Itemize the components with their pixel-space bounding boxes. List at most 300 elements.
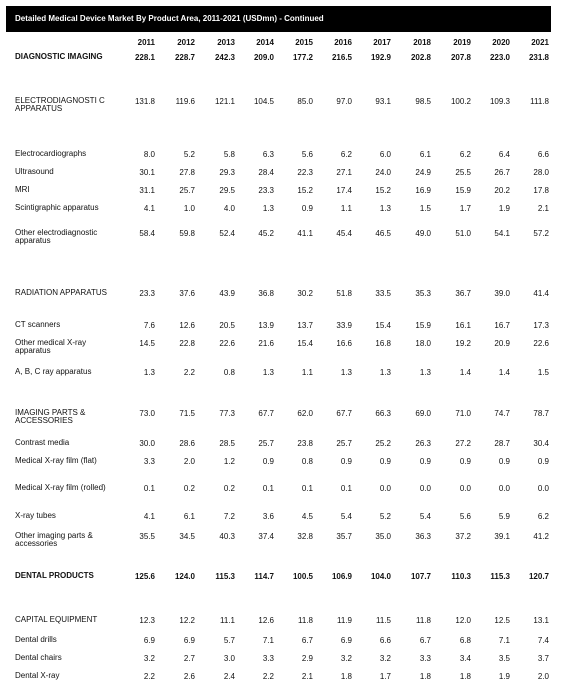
value-cell: 12.6 (179, 321, 195, 330)
value-cell: 1.8 (340, 672, 352, 681)
value-cell: 51.0 (455, 229, 471, 238)
value-cell: 2.1 (537, 204, 549, 213)
value-cell: 6.9 (340, 636, 352, 645)
row-label: RADIATION APPARATUS (15, 289, 108, 297)
value-cell: 31.1 (139, 186, 155, 195)
value-cell: 6.2 (459, 150, 471, 159)
value-cell: 23.3 (139, 289, 155, 298)
row-label: Ultrasound (15, 168, 54, 176)
value-cell: 6.2 (340, 150, 352, 159)
value-cell: 2.2 (262, 672, 274, 681)
value-cell: 5.4 (419, 512, 431, 521)
row-label: DIAGNOSTIC IMAGING (15, 53, 103, 61)
value-cell: 22.6 (533, 339, 549, 348)
value-cell: 16.7 (494, 321, 510, 330)
value-cell: 35.5 (139, 532, 155, 541)
value-cell: 1.4 (459, 368, 471, 377)
value-cell: 11.9 (337, 616, 352, 625)
value-cell: 0.0 (459, 484, 471, 493)
table-row (6, 616, 554, 636)
table-row (6, 439, 554, 457)
value-cell: 119.6 (175, 97, 195, 106)
row-label: Dental chairs (15, 654, 62, 662)
value-cell: 30.2 (297, 289, 313, 298)
value-cell: 1.5 (419, 204, 431, 213)
value-cell: 0.9 (537, 457, 549, 466)
value-cell: 34.5 (179, 532, 195, 541)
year-header: 2018 (413, 38, 431, 47)
value-cell: 16.8 (375, 339, 391, 348)
value-cell: 1.1 (301, 368, 313, 377)
value-cell: 17.3 (533, 321, 549, 330)
value-cell: 0.1 (340, 484, 352, 493)
value-cell: 2.0 (537, 672, 549, 681)
table-row (6, 186, 554, 204)
table-row (6, 654, 554, 672)
value-cell: 1.3 (262, 204, 274, 213)
value-cell: 12.0 (455, 616, 471, 625)
value-cell: 5.6 (459, 512, 471, 521)
value-cell: 57.2 (533, 229, 549, 238)
value-cell: 36.7 (455, 289, 471, 298)
row-label: Other medical X-ray apparatus (15, 339, 87, 355)
value-cell: 17.8 (533, 186, 549, 195)
value-cell: 20.5 (219, 321, 235, 330)
value-cell: 13.1 (533, 616, 549, 625)
value-cell: 5.9 (498, 512, 510, 521)
value-cell: 15.9 (455, 186, 471, 195)
value-cell: 11.1 (220, 616, 235, 625)
value-cell: 4.1 (143, 512, 155, 521)
value-cell: 104.0 (370, 572, 391, 581)
value-cell: 3.4 (459, 654, 471, 663)
value-cell: 15.4 (297, 339, 313, 348)
value-cell: 3.2 (143, 654, 155, 663)
row-label: IMAGING PARTS & ACCESSORIES (15, 409, 86, 425)
year-header: 2019 (453, 38, 471, 47)
value-cell: 1.0 (183, 204, 195, 213)
value-cell: 25.7 (258, 439, 274, 448)
row-label: Other electrodiagnostic apparatus (15, 229, 98, 245)
value-cell: 23.3 (258, 186, 274, 195)
value-cell: 120.7 (528, 572, 549, 581)
value-cell: 216.5 (331, 53, 352, 62)
value-cell: 67.7 (258, 409, 274, 418)
value-cell: 93.1 (375, 97, 391, 106)
year-header: 2016 (334, 38, 352, 47)
value-cell: 3.0 (223, 654, 235, 663)
value-cell: 28.4 (258, 168, 274, 177)
value-cell: 14.5 (139, 339, 155, 348)
value-cell: 1.5 (537, 368, 549, 377)
value-cell: 16.9 (415, 186, 431, 195)
value-cell: 1.3 (379, 368, 391, 377)
value-cell: 3.3 (262, 654, 274, 663)
value-cell: 7.6 (143, 321, 155, 330)
value-cell: 207.8 (450, 53, 471, 62)
value-cell: 0.0 (379, 484, 391, 493)
value-cell: 0.9 (419, 457, 431, 466)
value-cell: 114.7 (254, 572, 274, 581)
value-cell: 15.2 (297, 186, 313, 195)
value-cell: 1.8 (419, 672, 431, 681)
value-cell: 23.8 (297, 439, 313, 448)
value-cell: 100.2 (450, 97, 471, 106)
value-cell: 231.8 (528, 53, 549, 62)
value-cell: 0.0 (498, 484, 510, 493)
value-cell: 30.0 (139, 439, 155, 448)
table-body (6, 53, 554, 690)
value-cell: 18.0 (415, 339, 431, 348)
value-cell: 100.5 (292, 572, 313, 581)
value-cell: 228.1 (134, 53, 155, 62)
value-cell: 228.7 (174, 53, 195, 62)
value-cell: 8.0 (143, 150, 155, 159)
value-cell: 1.7 (459, 204, 471, 213)
value-cell: 12.5 (494, 616, 510, 625)
value-cell: 43.9 (219, 289, 235, 298)
value-cell: 0.8 (301, 457, 313, 466)
value-cell: 71.0 (455, 409, 471, 418)
value-cell: 1.8 (459, 672, 471, 681)
value-cell: 22.3 (297, 168, 313, 177)
value-cell: 20.2 (494, 186, 510, 195)
table-row (6, 53, 554, 97)
value-cell: 1.1 (340, 204, 352, 213)
value-cell: 0.9 (301, 204, 313, 213)
value-cell: 26.3 (415, 439, 431, 448)
value-cell: 6.9 (183, 636, 195, 645)
value-cell: 41.1 (297, 229, 313, 238)
value-cell: 37.2 (455, 532, 471, 541)
value-cell: 11.8 (416, 616, 431, 625)
value-cell: 54.1 (494, 229, 510, 238)
value-cell: 15.2 (375, 186, 391, 195)
table-row (6, 204, 554, 229)
value-cell: 37.6 (179, 289, 195, 298)
value-cell: 6.1 (183, 512, 195, 521)
table-row (6, 289, 554, 321)
value-cell: 28.5 (219, 439, 235, 448)
value-cell: 6.1 (419, 150, 431, 159)
row-label: Medical X-ray film (flat) (15, 457, 97, 465)
value-cell: 2.1 (301, 672, 313, 681)
value-cell: 106.9 (331, 572, 352, 581)
row-label: Electrocardiographs (15, 150, 87, 158)
value-cell: 97.0 (336, 97, 352, 106)
value-cell: 2.6 (183, 672, 195, 681)
value-cell: 0.1 (301, 484, 313, 493)
value-cell: 209.0 (253, 53, 274, 62)
value-cell: 6.7 (419, 636, 431, 645)
year-header: 2017 (373, 38, 391, 47)
value-cell: 16.1 (455, 321, 471, 330)
value-cell: 28.7 (494, 439, 510, 448)
value-cell: 6.7 (301, 636, 313, 645)
year-header: 2015 (295, 38, 313, 47)
value-cell: 242.3 (214, 53, 235, 62)
value-cell: 22.6 (219, 339, 235, 348)
table-row (6, 368, 554, 409)
value-cell: 11.8 (298, 616, 313, 625)
value-cell: 32.8 (297, 532, 313, 541)
value-cell: 1.7 (379, 672, 391, 681)
value-cell: 1.4 (498, 368, 510, 377)
value-cell: 121.1 (214, 97, 235, 106)
value-cell: 5.2 (183, 150, 195, 159)
value-cell: 3.2 (379, 654, 391, 663)
value-cell: 6.8 (459, 636, 471, 645)
table-row (6, 409, 554, 439)
value-cell: 41.2 (533, 532, 549, 541)
value-cell: 1.2 (223, 457, 235, 466)
value-cell: 25.5 (455, 168, 471, 177)
table-row (6, 636, 554, 654)
value-cell: 29.5 (219, 186, 235, 195)
value-cell: 111.8 (530, 97, 549, 106)
value-cell: 27.1 (336, 168, 352, 177)
value-cell: 7.4 (537, 636, 549, 645)
value-cell: 131.8 (134, 97, 155, 106)
value-cell: 28.0 (533, 168, 549, 177)
value-cell: 45.4 (336, 229, 352, 238)
value-cell: 37.4 (258, 532, 274, 541)
value-cell: 71.5 (179, 409, 195, 418)
value-cell: 20.9 (494, 339, 510, 348)
value-cell: 36.8 (258, 289, 274, 298)
value-cell: 115.3 (215, 572, 235, 581)
value-cell: 177.2 (292, 53, 313, 62)
table-row (6, 150, 554, 168)
value-cell: 62.0 (297, 409, 313, 418)
value-cell: 1.3 (143, 368, 155, 377)
value-cell: 3.3 (143, 457, 155, 466)
value-cell: 0.0 (419, 484, 431, 493)
value-cell: 109.3 (489, 97, 510, 106)
value-cell: 45.2 (258, 229, 274, 238)
value-cell: 0.8 (223, 368, 235, 377)
value-cell: 0.9 (459, 457, 471, 466)
table-row (6, 457, 554, 484)
row-label: DENTAL PRODUCTS (15, 572, 94, 580)
value-cell: 12.6 (258, 616, 274, 625)
value-cell: 0.1 (262, 484, 274, 493)
value-cell: 30.4 (533, 439, 549, 448)
market-table (6, 34, 554, 690)
value-cell: 0.9 (340, 457, 352, 466)
value-cell: 46.5 (375, 229, 391, 238)
row-label: Dental X-ray (15, 672, 60, 680)
row-label: ELECTRODIAGNOSTI C APPARATUS (15, 97, 105, 113)
value-cell: 202.8 (410, 53, 431, 62)
value-cell: 1.9 (498, 204, 510, 213)
value-cell: 7.1 (498, 636, 510, 645)
value-cell: 30.1 (139, 168, 155, 177)
value-cell: 6.6 (537, 150, 549, 159)
value-cell: 25.7 (336, 439, 352, 448)
value-cell: 2.2 (183, 368, 195, 377)
value-cell: 5.7 (223, 636, 235, 645)
row-label: Other imaging parts & accessories (15, 532, 93, 548)
row-label: CT scanners (15, 321, 61, 329)
value-cell: 22.8 (179, 339, 195, 348)
value-cell: 58.4 (139, 229, 155, 238)
value-cell: 2.4 (223, 672, 235, 681)
value-cell: 0.2 (223, 484, 235, 493)
table-row (6, 672, 554, 690)
value-cell: 67.7 (336, 409, 352, 418)
value-cell: 1.3 (340, 368, 352, 377)
value-cell: 35.3 (415, 289, 431, 298)
value-cell: 3.5 (498, 654, 510, 663)
table-row (6, 168, 554, 186)
table-row (6, 532, 554, 572)
value-cell: 1.9 (498, 672, 510, 681)
value-cell: 13.9 (258, 321, 274, 330)
value-cell: 12.3 (139, 616, 155, 625)
value-cell: 41.4 (533, 289, 549, 298)
value-cell: 35.0 (375, 532, 391, 541)
value-cell: 0.0 (537, 484, 549, 493)
value-cell: 24.0 (375, 168, 391, 177)
label-column-header (6, 34, 122, 53)
value-cell: 24.9 (415, 168, 431, 177)
value-cell: 66.3 (375, 409, 391, 418)
value-cell: 6.9 (143, 636, 155, 645)
value-cell: 4.0 (223, 204, 235, 213)
table-row (6, 339, 554, 368)
value-cell: 74.7 (494, 409, 510, 418)
value-cell: 7.2 (223, 512, 235, 521)
value-cell: 1.3 (419, 368, 431, 377)
value-cell: 2.7 (183, 654, 195, 663)
value-cell: 7.1 (262, 636, 274, 645)
value-cell: 110.3 (451, 572, 471, 581)
value-cell: 39.0 (494, 289, 510, 298)
value-cell: 6.0 (379, 150, 391, 159)
value-cell: 27.8 (179, 168, 195, 177)
table-row (6, 321, 554, 339)
value-cell: 26.7 (494, 168, 510, 177)
value-cell: 104.5 (253, 97, 274, 106)
value-cell: 21.6 (258, 339, 274, 348)
value-cell: 2.9 (301, 654, 313, 663)
value-cell: 6.4 (498, 150, 510, 159)
value-cell: 29.3 (219, 168, 235, 177)
row-label: Contrast media (15, 439, 70, 447)
value-cell: 40.3 (219, 532, 235, 541)
value-cell: 3.2 (340, 654, 352, 663)
year-header: 2011 (137, 38, 155, 47)
header-row (6, 34, 554, 53)
value-cell: 3.3 (419, 654, 431, 663)
value-cell: 52.4 (219, 229, 235, 238)
value-cell: 5.6 (301, 150, 313, 159)
year-header: 2012 (177, 38, 195, 47)
value-cell: 28.6 (179, 439, 195, 448)
value-cell: 107.7 (410, 572, 431, 581)
value-cell: 78.7 (533, 409, 549, 418)
value-cell: 5.2 (379, 512, 391, 521)
row-label: A, B, C ray apparatus (15, 368, 92, 376)
value-cell: 124.0 (174, 572, 195, 581)
table-row (6, 572, 554, 616)
value-cell: 15.4 (375, 321, 391, 330)
value-cell: 39.1 (494, 532, 510, 541)
value-cell: 77.3 (219, 409, 235, 418)
value-cell: 2.0 (183, 457, 195, 466)
row-label: Medical X-ray film (rolled) (15, 484, 106, 492)
value-cell: 0.1 (143, 484, 155, 493)
value-cell: 33.9 (336, 321, 352, 330)
table-title: Detailed Medical Device Market By Product Area, 2011-2021 (USDmn) - Continued (6, 6, 551, 32)
value-cell: 125.6 (134, 572, 155, 581)
value-cell: 0.9 (498, 457, 510, 466)
table-row (6, 229, 554, 289)
value-cell: 5.4 (340, 512, 352, 521)
value-cell: 25.2 (375, 439, 391, 448)
value-cell: 6.3 (262, 150, 274, 159)
row-label: X-ray tubes (15, 512, 56, 520)
table-row (6, 484, 554, 512)
value-cell: 15.9 (415, 321, 431, 330)
value-cell: 1.3 (262, 368, 274, 377)
value-cell: 17.4 (336, 186, 352, 195)
table-row (6, 97, 554, 150)
value-cell: 13.7 (297, 321, 313, 330)
value-cell: 11.5 (376, 616, 391, 625)
value-cell: 27.2 (455, 439, 471, 448)
value-cell: 115.3 (490, 572, 510, 581)
year-header: 2021 (531, 38, 549, 47)
value-cell: 3.7 (537, 654, 549, 663)
table-row (6, 512, 554, 532)
value-cell: 6.2 (537, 512, 549, 521)
value-cell: 16.6 (336, 339, 352, 348)
year-header: 2014 (256, 38, 274, 47)
value-cell: 51.8 (336, 289, 352, 298)
value-cell: 3.6 (262, 512, 274, 521)
year-header: 2013 (217, 38, 235, 47)
value-cell: 1.3 (379, 204, 391, 213)
value-cell: 223.0 (489, 53, 510, 62)
value-cell: 19.2 (455, 339, 471, 348)
value-cell: 36.3 (415, 532, 431, 541)
year-header: 2020 (492, 38, 510, 47)
value-cell: 5.8 (223, 150, 235, 159)
value-cell: 85.0 (297, 97, 313, 106)
value-cell: 98.5 (415, 97, 431, 106)
value-cell: 0.9 (262, 457, 274, 466)
value-cell: 33.5 (375, 289, 391, 298)
value-cell: 59.8 (179, 229, 195, 238)
value-cell: 0.2 (183, 484, 195, 493)
value-cell: 2.2 (143, 672, 155, 681)
value-cell: 25.7 (179, 186, 195, 195)
value-cell: 35.7 (336, 532, 352, 541)
row-label: CAPITAL EQUIPMENT (15, 616, 98, 624)
value-cell: 69.0 (415, 409, 431, 418)
value-cell: 12.2 (179, 616, 195, 625)
row-label: Dental drills (15, 636, 57, 644)
value-cell: 6.6 (379, 636, 391, 645)
value-cell: 49.0 (415, 229, 431, 238)
value-cell: 4.1 (143, 204, 155, 213)
row-label: Scintigraphic apparatus (15, 204, 99, 212)
value-cell: 73.0 (139, 409, 155, 418)
value-cell: 192.9 (370, 53, 391, 62)
row-label: MRI (15, 186, 30, 194)
